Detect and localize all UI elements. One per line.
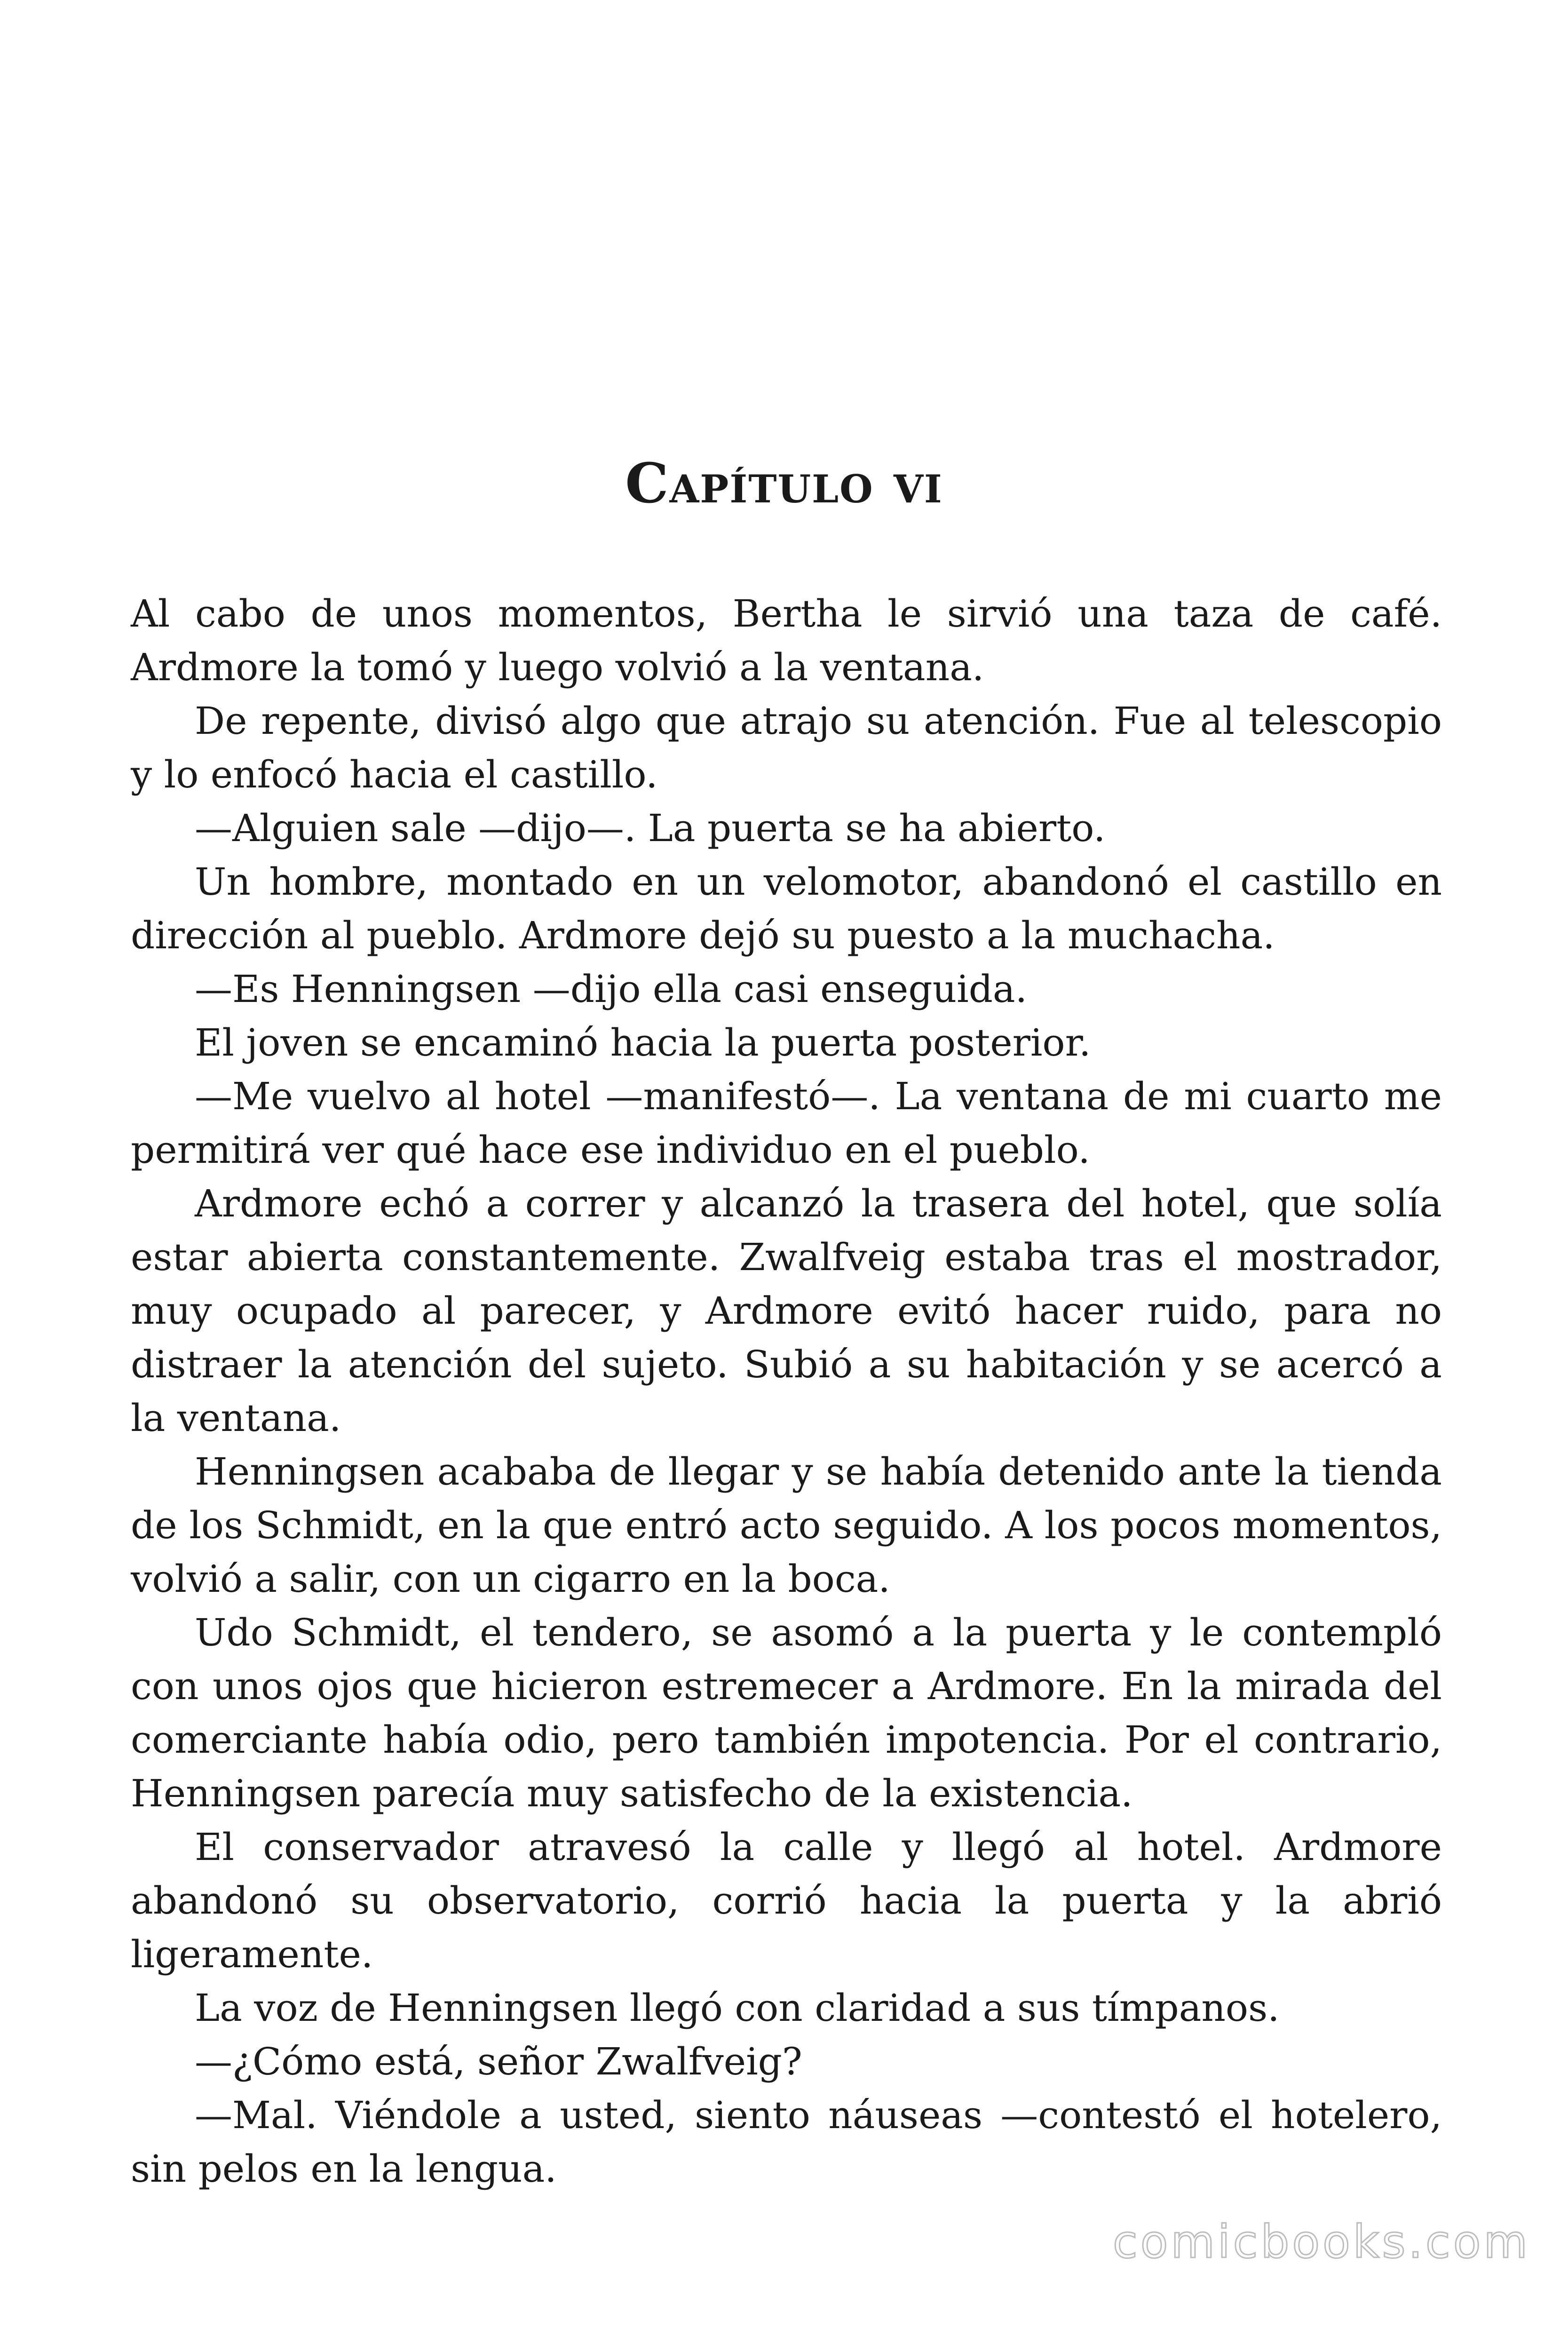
paragraph: Un hombre, montado en un velomotor, abandonó el castillo en dirección al pueblo. Ardmore dejó su puesto a la muchacha. [131, 860, 1442, 957]
chapter-title: Capítulo vi [625, 452, 943, 516]
paragraph: Ardmore echó a correr y alcanzó la trasera del hotel, que solía estar abierta constantemente. Zwalfveig estaba tras el mostrador, muy ocupado al parecer, y Ardmore evitó hacer ruido, para no distraer la atención del sujeto. Subió a su habitación y se acercó a la ventana. [131, 1182, 1442, 1440]
paragraph: Udo Schmidt, el tendero, se asomó a la puerta y le contempló con unos ojos que hicieron estremecer a Ardmore. En la mirada del comerciante había odio, pero también impotencia. Por el contrario, Henningsen parecía muy satisfecho de la existencia. [131, 1611, 1442, 1815]
paragraph: —Alguien sale —dijo—. La puerta se ha abierto. [195, 806, 1106, 850]
paragraph: —Es Henningsen —dijo ella casi enseguida. [195, 967, 1028, 1011]
paragraph: El conservador atravesó la calle y llegó al hotel. Ardmore abandonó su observatorio, corrió hacia la puerta y la abrió ligeramente. [131, 1825, 1442, 1976]
paragraph: Al cabo de unos momentos, Bertha le sirvió una taza de café. Ardmore la tomó y luego volvió a la ventana. [131, 592, 1442, 689]
paragraph: De repente, divisó algo que atrajo su atención. Fue al telescopio y lo enfocó hacia el castillo. [131, 699, 1442, 796]
watermark: comicbooks.com [1112, 2216, 1530, 2268]
paragraph: La voz de Henningsen llegó con claridad a sus tímpanos. [195, 1986, 1280, 2030]
chapter-body [131, 587, 1442, 2196]
paragraph: —Me vuelvo al hotel —manifestó—. La ventana de mi cuarto me permitirá ver qué hace ese individuo en el pueblo. [131, 1074, 1442, 1172]
paragraph: Henningsen acababa de llegar y se había detenido ante la tienda de los Schmidt, en la que entró acto seguido. A los pocos momentos, volvió a salir, con un cigarro en la boca. [131, 1450, 1442, 1601]
paragraph: —Mal. Viéndole a usted, siento náuseas —contestó el hotelero, sin pelos en la lengua. [131, 2093, 1442, 2191]
paragraph: El joven se encaminó hacia la puerta posterior. [195, 1021, 1091, 1065]
paragraph: —¿Cómo está, señor Zwalfveig? [195, 2040, 802, 2083]
